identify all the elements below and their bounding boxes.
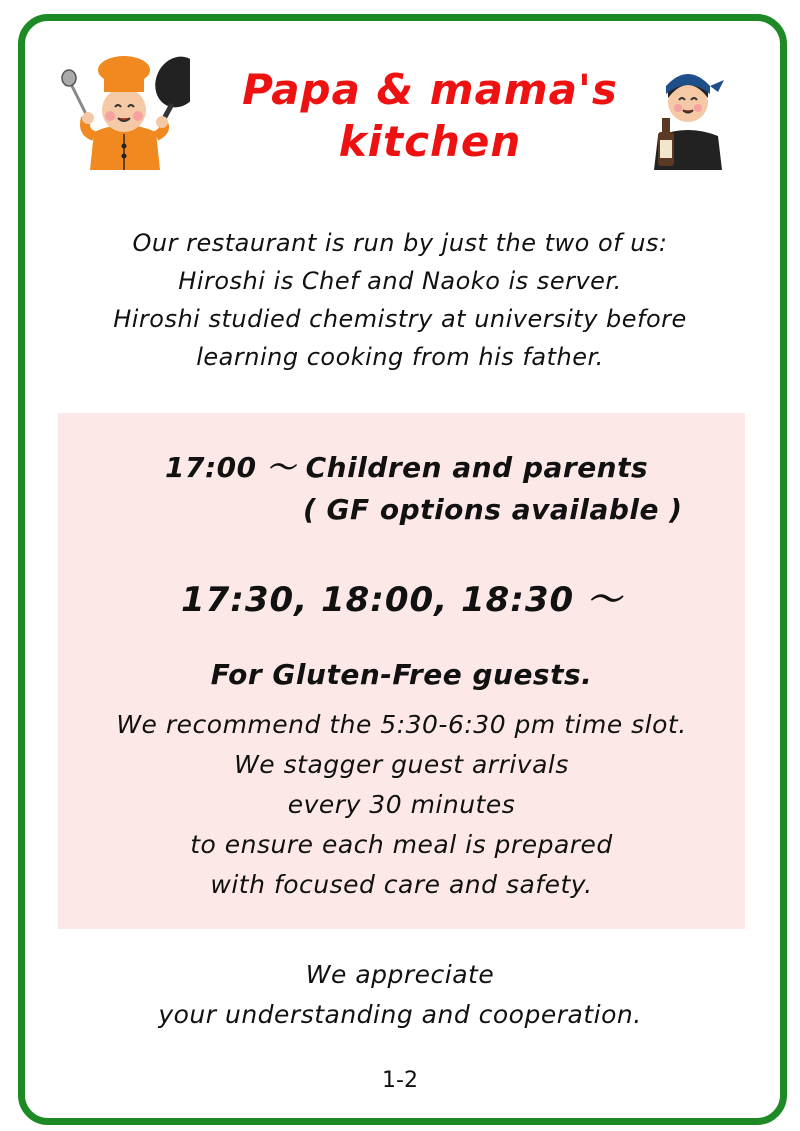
gf-line: We stagger guest arrivals xyxy=(234,750,569,779)
gluten-free-text xyxy=(58,705,745,905)
gluten-free-heading: For Gluten-Free guests. xyxy=(210,658,593,691)
intro-line: Hiroshi studied chemistry at university before xyxy=(113,305,687,333)
slot-1700-label: 17:00 ～ Children and parents xyxy=(165,451,649,484)
intro-line: Our restaurant is run by just the two of us: xyxy=(132,229,668,257)
intro-text xyxy=(60,224,740,376)
closing-text xyxy=(60,955,740,1035)
closing-line: We appreciate xyxy=(305,960,495,989)
closing-line: your understanding and cooperation. xyxy=(158,1000,642,1029)
server-with-bottle-icon xyxy=(648,52,728,170)
gf-line: to ensure each meal is prepared xyxy=(190,830,613,859)
page-number: 1-2 xyxy=(382,1068,418,1093)
slot-1700-note: ( GF options available ) xyxy=(303,493,683,526)
page-title xyxy=(230,64,630,168)
slot-later-times: 17:30, 18:00, 18:30 ～ xyxy=(180,580,623,620)
intro-line: learning cooking from his father. xyxy=(196,343,604,371)
gf-line: with focused care and safety. xyxy=(210,870,593,899)
chef-with-wok-icon xyxy=(60,52,190,170)
gf-line: every 30 minutes xyxy=(287,790,516,819)
title-line-1: Papa & mama's xyxy=(242,65,618,114)
gf-line: We recommend the 5:30-6:30 pm time slot. xyxy=(116,710,687,739)
title-line-2: kitchen xyxy=(338,117,522,166)
intro-line: Hiroshi is Chef and Naoko is server. xyxy=(178,267,622,295)
